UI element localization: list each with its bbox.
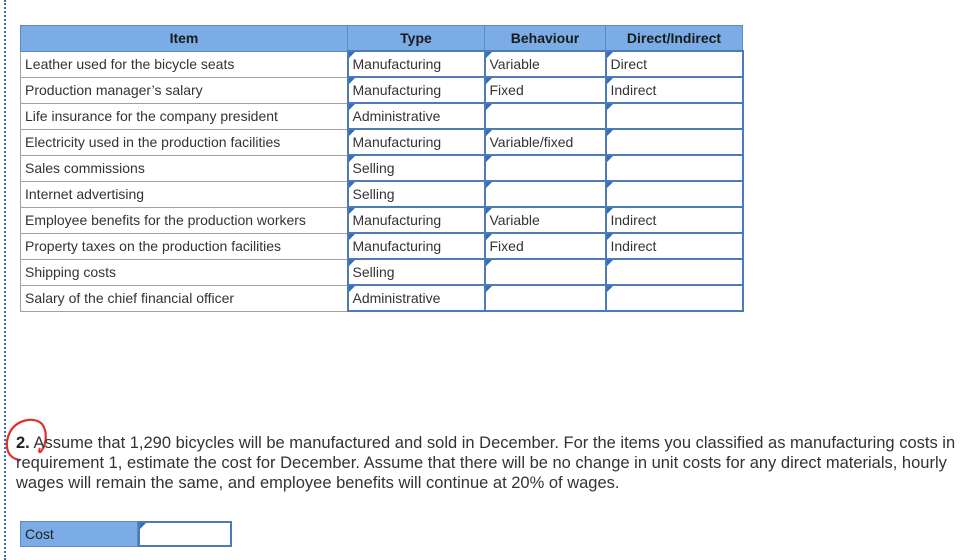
behaviour-dropdown[interactable]: Variable/fixed (485, 129, 606, 155)
behaviour-dropdown[interactable] (485, 285, 606, 311)
direct-indirect-dropdown[interactable] (606, 155, 743, 181)
direct-indirect-dropdown[interactable] (606, 181, 743, 207)
table-row (21, 233, 743, 259)
behaviour-dropdown[interactable]: Variable (485, 51, 606, 77)
direct-indirect-dropdown[interactable]: Indirect (606, 233, 743, 259)
direct-indirect-dropdown[interactable]: Direct (606, 51, 743, 77)
table-row (21, 285, 743, 311)
item-cell: Property taxes on the production facilities (21, 233, 348, 259)
direct-indirect-dropdown[interactable]: Indirect (606, 207, 743, 233)
cost-answer-row (20, 521, 232, 547)
table-row (21, 77, 743, 103)
header-type: Type (348, 26, 485, 52)
item-cell: Sales commissions (21, 155, 348, 181)
type-dropdown[interactable]: Manufacturing (348, 207, 485, 233)
cost-label: Cost (20, 521, 138, 547)
item-cell: Internet advertising (21, 181, 348, 207)
item-cell: Shipping costs (21, 259, 348, 285)
type-dropdown[interactable]: Selling (348, 259, 485, 285)
item-cell: Employee benefits for the production workers (21, 207, 348, 233)
item-cell: Life insurance for the company president (21, 103, 348, 129)
direct-indirect-dropdown[interactable]: Indirect (606, 77, 743, 103)
type-dropdown[interactable]: Administrative (348, 285, 485, 311)
header-direct-indirect: Direct/Indirect (606, 26, 743, 52)
table-row (21, 207, 743, 233)
table-row (21, 259, 743, 285)
header-item: Item (21, 26, 348, 52)
table-row (21, 129, 743, 155)
type-dropdown[interactable]: Manufacturing (348, 129, 485, 155)
type-dropdown[interactable]: Selling (348, 181, 485, 207)
table-row (21, 51, 743, 77)
item-cell: Salary of the chief financial officer (21, 285, 348, 311)
direct-indirect-dropdown[interactable] (606, 129, 743, 155)
header-behaviour: Behaviour (485, 26, 606, 52)
cost-input[interactable] (138, 521, 232, 547)
requirement-number: 2. (16, 434, 30, 452)
direct-indirect-dropdown[interactable] (606, 259, 743, 285)
table-row (21, 155, 743, 181)
behaviour-dropdown[interactable]: Fixed (485, 77, 606, 103)
behaviour-dropdown[interactable] (485, 259, 606, 285)
question-left-rule (4, 0, 6, 560)
classification-table (20, 25, 744, 312)
table-header-row (21, 26, 743, 52)
behaviour-dropdown[interactable] (485, 103, 606, 129)
direct-indirect-dropdown[interactable] (606, 103, 743, 129)
behaviour-dropdown[interactable] (485, 181, 606, 207)
type-dropdown[interactable]: Selling (348, 155, 485, 181)
type-dropdown[interactable]: Manufacturing (348, 51, 485, 77)
item-cell: Electricity used in the production facilities (21, 129, 348, 155)
type-dropdown[interactable]: Manufacturing (348, 233, 485, 259)
table-row (21, 103, 743, 129)
behaviour-dropdown[interactable] (485, 155, 606, 181)
direct-indirect-dropdown[interactable] (606, 285, 743, 311)
item-cell: Production manager’s salary (21, 77, 348, 103)
requirement-2-text (16, 433, 964, 493)
behaviour-dropdown[interactable]: Fixed (485, 233, 606, 259)
item-cell: Leather used for the bicycle seats (21, 51, 348, 77)
table-row (21, 181, 743, 207)
type-dropdown[interactable]: Administrative (348, 103, 485, 129)
behaviour-dropdown[interactable]: Variable (485, 207, 606, 233)
type-dropdown[interactable]: Manufacturing (348, 77, 485, 103)
requirement-body: Assume that 1,290 bicycles will be manufactured and sold in December. For the items you classified as manufacturing costs in requirement 1, estimate the cost for December. Assume that there will be no change in unit costs for any direct materials, hourly wages will remain the same, and employee benefits will continue at 20% of wages. (16, 434, 956, 492)
